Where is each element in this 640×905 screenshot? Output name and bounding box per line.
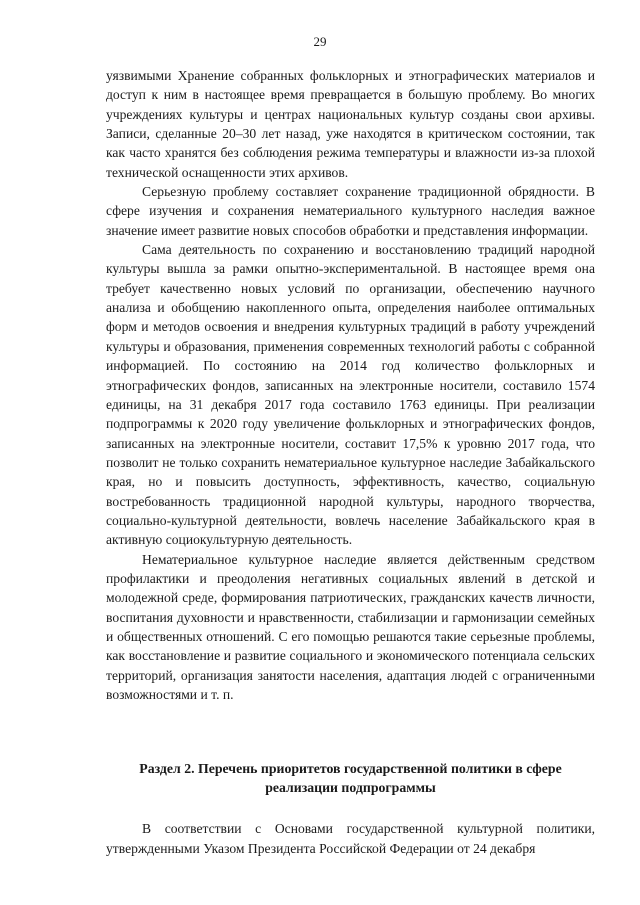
paragraph-intangible-heritage: Нематериальное культурное наследие является действенным средством профилактики и преодоления негативных социальных явлений в детской и молодежной среде, формирования патриотических, гражданских качеств личности, воспитания духовности и нравственности, стабилизации и гармонизации семейных и общественных отношений. С его помощью решаются такие серьезные проблемы, как восстановление и развитие социального и экономического потенциала сельских территорий, организация занятости населения, адаптация людей с ограниченными возможностями и т. п. — [106, 551, 595, 702]
paragraph-ritual-traditions: Серьезную проблему составляет сохранение традиционной обрядности. В сфере изучения и сохранения нематериального культурного наследия важное значение имеет развитие новых способов обработки и представления информации. — [106, 184, 595, 238]
paragraph-archives: уязвимыми Хранение собранных фольклорных и этнографических материалов и доступ к ним в настоящее время превращается в большую проблему. Во многих учреждениях культуры и центрах национальных культур созданы свои архивы. Записи, сделанные 20–30 лет назад, уже находятся в критическом состоянии, так как часто хранятся без соблюдения режима температуры и влажности из-за плохой технической оснащенности этих архивов. — [106, 68, 595, 180]
document-body — [106, 66, 595, 858]
section-heading — [106, 759, 595, 797]
section-heading-line-1: Раздел 2. Перечень приоритетов государственной политики в сфере — [139, 761, 562, 777]
page-number: 29 — [313, 34, 327, 49]
paragraph-folk-culture-activity: Сама деятельность по сохранению и восстановлению традиций народной культуры вышла за рамки опытно-экспериментальной. В настоящее время она требует качественно новых условий по организации, обеспечению научного анализа и обобщению накопленного опыта, определения наиболее оптимальных форм и методов освоения и внедрения культурных традиций в работу учреждений культуры и образования, применения современных технологий работы с собранной информацией. По состоянию на 2014 год количество фольклорных и этнографических фондов, записанных на электронные носители, составило 1574 единицы, на 31 декабря 2017 года составило 1763 единицы. При реализации подпрограммы к 2020 году увеличение фольклорных и этнографических фондов, записанных на электронные носители, составит 17,5% к уровню 2017 года, что позволит не только сохранить нематериальное культурное наследие Забайкальского края, но и повысить доступность, эффективность, качество, социальную востребованность традиционной народной культуры, народного творчества, социально-культурной деятельности, вовлечь население Забайкальского края в активную социокультурную деятельность. — [106, 242, 595, 548]
paragraph-cultural-policy: В соответствии с Основами государственной культурной политики, утвержденными Указом Президента Российской Федерации от 24 декабря — [106, 821, 595, 856]
section-heading-line-2: реализации подпрограммы — [265, 780, 436, 796]
